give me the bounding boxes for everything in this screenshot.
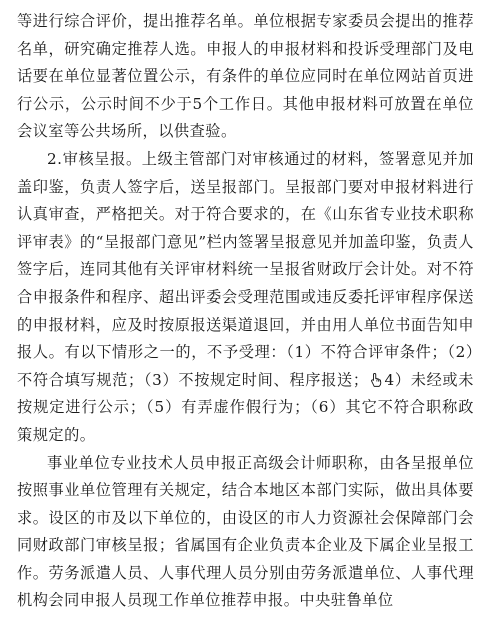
paragraph-2-text-end: 4）未经或未按规定进行公示；（5）有弄虚作假行为；（6）其它不符合职称政策规定的。 (17, 370, 474, 444)
paragraph-2-text-start: 2.审核呈报。上级主管部门对审核通过的材料，签署意见并加盖印鉴，负责人签字后，送呈报部门。呈报部门要对申报材料进行认真审查，严格把关。对于符合要求的，在《山东省专业技术职称评审表》的“呈报部门意见”栏内签署呈报意见并加盖印鉴，负责人签字后，连同其他有关评审材料统一呈报省财政厅会计处。对不符合申报条件和程序、超出评委会受理范围或违反委托评审程序保送的申报材料，应及时按原报送渠道退回，并由用人单位书面告知申报人。有以下情形之一的，不予受理：（1）不符合评审条件；（2）不符合填写规范；（3）不按规定时间、程序报送； (17, 149, 474, 389)
paragraph-3: 事业单位专业技术人员申报正高级会计师职称，由各呈报单位按照事业单位管理有关规定，结合本地区本部门实际，做出具体要求。设区的市及以下单位的，由设区的市人力资源社会保障部门会同财政部门审核呈报；省属国有企业负责本企业及下属企业呈报工作。劳务派遣人员、人事代理人员分别由劳务派遣单位、人事代理机构会同申报人员现工作单位推荐申报。中央驻鲁单位 (17, 453, 474, 610)
hand-pointer-icon (369, 372, 384, 387)
paragraph-1: 等进行综合评价，提出推荐名单。单位根据专家委员会提出的推荐名单，研究确定推荐人选。申报人的申报材料和投诉受理部门及电话要在单位显著位置公示，有条件的单位应同时在单位网站首页进行公示，公示时间不少于5个工作日。其他申报材料可放置在单位会议室等公共场所，以供查验。 (17, 12, 474, 141)
paragraph-2 (17, 146, 474, 450)
